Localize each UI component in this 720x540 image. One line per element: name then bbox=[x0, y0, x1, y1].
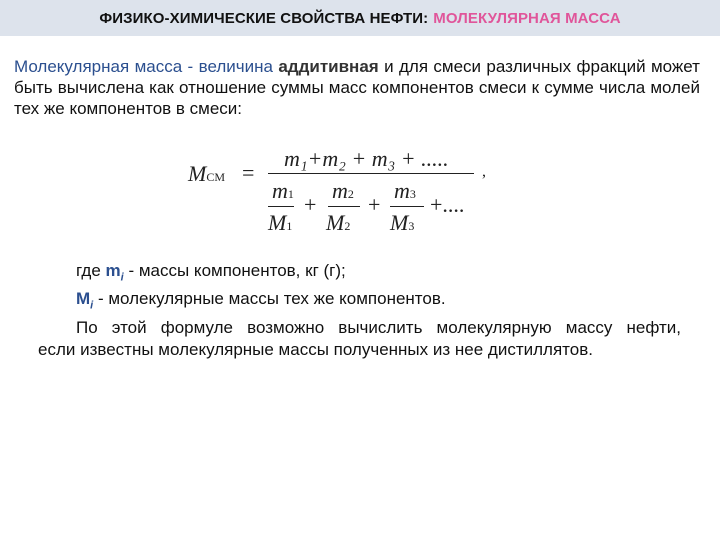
den-m1: m1 bbox=[272, 178, 294, 203]
slide-title bbox=[0, 0, 720, 36]
symbol-m: $m_i$ bbox=[105, 261, 124, 284]
den-bar-2 bbox=[328, 206, 360, 207]
den-M3: M3 bbox=[390, 210, 415, 235]
explanation bbox=[38, 260, 681, 361]
formula-lhs-sub: СМ bbox=[206, 170, 226, 184]
explanation-line-M: $M_i$ - молекулярные массы тех же компонентов. bbox=[76, 289, 446, 312]
explanation-line-m: где $m_i$ - массы компонентов, кг (г); bbox=[76, 261, 346, 284]
den-bar-1 bbox=[268, 206, 294, 207]
den-M1: M1 bbox=[268, 210, 293, 235]
molar-mass-formula bbox=[180, 140, 500, 240]
formula-numerator: m₁+m₂ + m₃ + ..... bbox=[284, 146, 449, 171]
explanation-line-4: если известны молекулярные массы полученных из нее дистиллятов. bbox=[38, 339, 593, 359]
fraction-bar bbox=[268, 173, 474, 174]
den-m3: m3 bbox=[394, 178, 416, 203]
formula-lhs: MСМ bbox=[188, 161, 226, 186]
title-main: ФИЗИКО-ХИМИЧЕСКИЕ СВОЙСТВА НЕФТИ: bbox=[99, 9, 429, 27]
intro-paragraph bbox=[14, 56, 700, 119]
formula-comma: , bbox=[482, 163, 486, 180]
explanation-line-3: По этой формуле возможно вычислить молекулярную массу нефти, bbox=[76, 317, 681, 337]
intro-bold-term: аддитивная bbox=[278, 57, 379, 76]
den-tail: +.... bbox=[430, 192, 465, 217]
den-plus-2: + bbox=[368, 192, 381, 217]
intro-lead: Молекулярная масса - величина bbox=[14, 57, 273, 76]
symbol-M: $M_i$ bbox=[76, 289, 94, 312]
formula-equals: = bbox=[242, 160, 255, 185]
title-accent: МОЛЕКУЛЯРНАЯ МАССА bbox=[433, 9, 621, 27]
den-M2: M2 bbox=[326, 210, 351, 235]
den-m2: m2 bbox=[332, 178, 354, 203]
den-bar-3 bbox=[390, 206, 424, 207]
den-plus-1: + bbox=[304, 192, 317, 217]
intro-rest: и для смеси различных фракций может быть вычислена как отношение суммы масс компонентов смеси к сумме числа молей тех же компонентов в смеси: bbox=[14, 57, 700, 118]
